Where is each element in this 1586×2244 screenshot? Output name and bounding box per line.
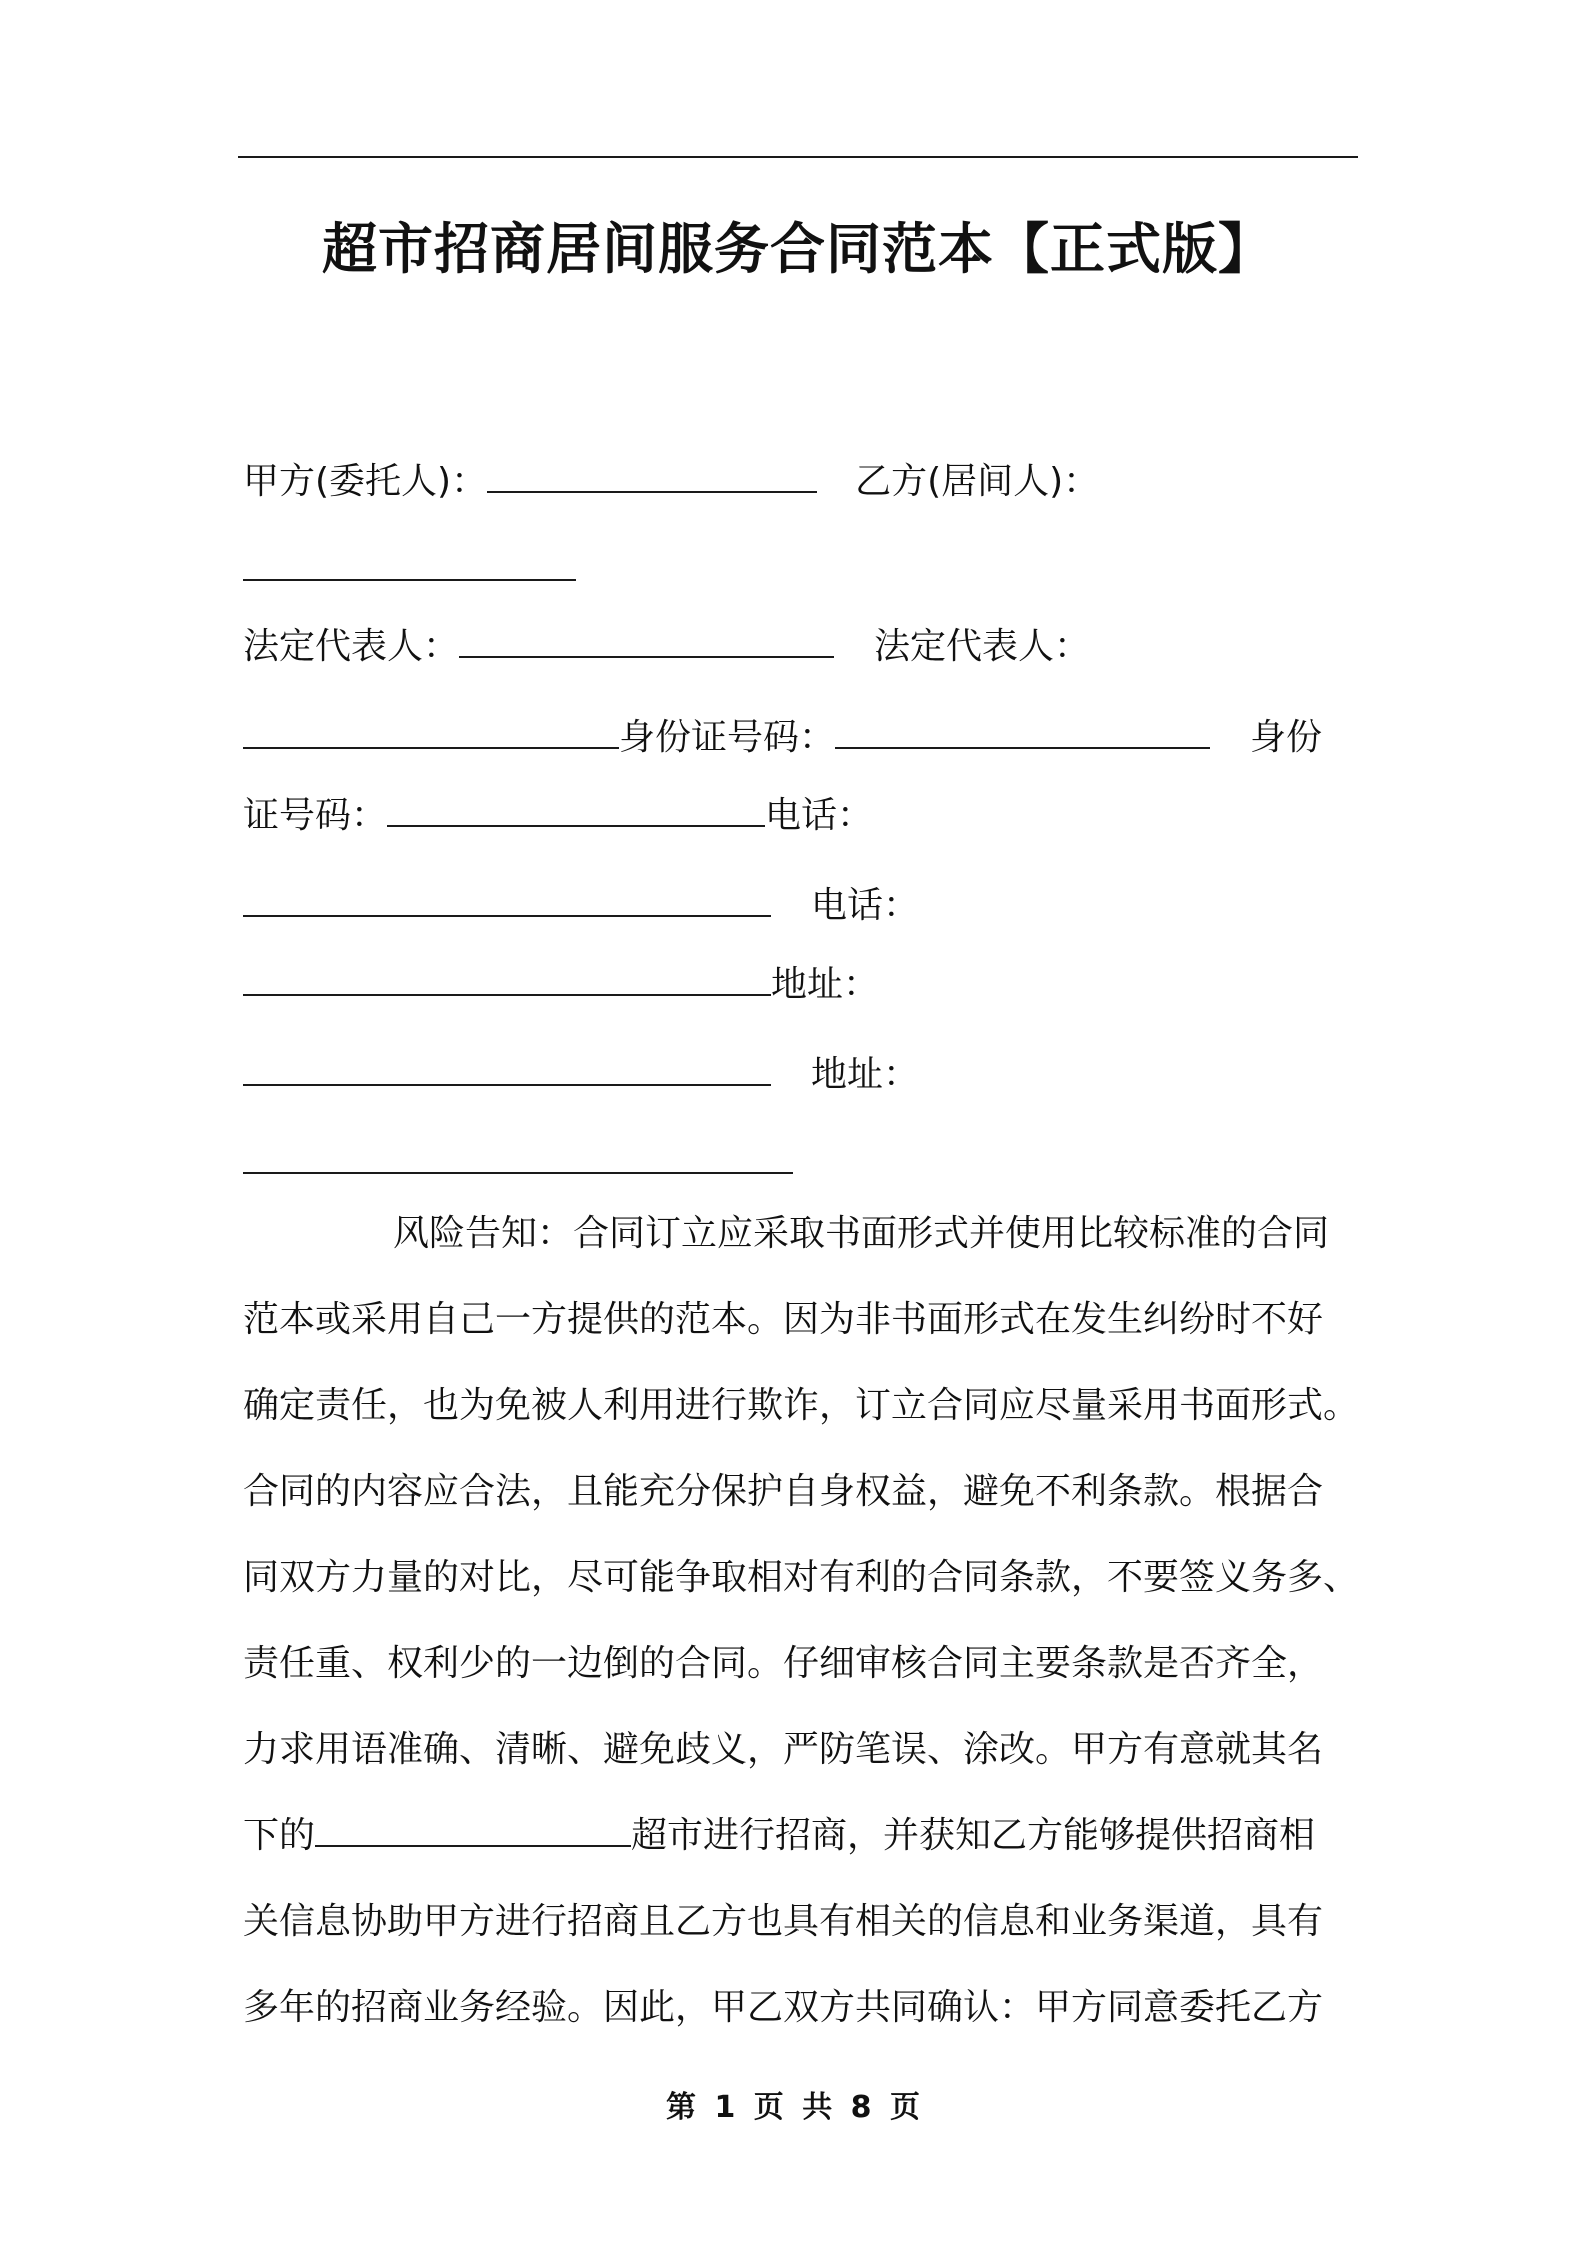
body-line: 关信息协助甲方进行招商且乙方也具有相关的信息和业务渠道，具有 bbox=[243, 1901, 1324, 1942]
id-b-row bbox=[243, 791, 1363, 838]
legal-rep-b-field[interactable] bbox=[243, 713, 619, 749]
phone-a-field[interactable] bbox=[243, 881, 771, 917]
phone-a-label: 电话： bbox=[765, 795, 874, 836]
id-b-label-part1: 身份 bbox=[1250, 717, 1323, 758]
page-footer: 第 1 页 共 8 页 bbox=[666, 2090, 920, 2125]
body-line: 风险告知：合同订立应采取书面形式并使用比较标准的合同 bbox=[393, 1213, 1330, 1254]
body-line: 合同的内容应合法，且能充分保护自身权益，避免不利条款。根据合 bbox=[243, 1471, 1324, 1512]
legal-rep-a-label: 法定代表人： bbox=[243, 626, 460, 667]
address-b-row bbox=[243, 1050, 1363, 1097]
legal-rep-b-label: 法定代表人： bbox=[874, 626, 1091, 667]
risk-notice-paragraph bbox=[243, 1191, 1358, 2051]
party-b-field-row bbox=[243, 545, 1363, 592]
address-b-label: 地址： bbox=[811, 1054, 920, 1095]
phone-b-field[interactable] bbox=[243, 960, 771, 996]
id-a-label: 身份证号码： bbox=[619, 717, 836, 758]
party-a-field[interactable] bbox=[487, 457, 817, 493]
address-b-field-row bbox=[243, 1138, 1363, 1185]
body-line: 范本或采用自己一方提供的范本。因为非书面形式在发生纠纷时不好 bbox=[243, 1299, 1324, 1340]
body-line-suffix: 超市进行招商，并获知乙方能够提供招商相 bbox=[631, 1815, 1316, 1856]
body-line: 多年的招商业务经验。因此，甲乙双方共同确认：甲方同意委托乙方 bbox=[243, 1987, 1324, 2028]
party-a-label: 甲方(委托人)： bbox=[243, 461, 488, 502]
body-line: 力求用语准确、清晰、避免歧义，严防笔误、涂改。甲方有意就其名 bbox=[243, 1729, 1324, 1770]
id-b-field[interactable] bbox=[387, 791, 765, 827]
phone-b-label: 电话： bbox=[811, 885, 920, 926]
address-a-label: 地址： bbox=[771, 964, 880, 1005]
id-a-field[interactable] bbox=[835, 713, 1210, 749]
body-line: 同双方力量的对比，尽可能争取相对有利的合同条款，不要签义务多、 bbox=[243, 1557, 1360, 1598]
party-b-label: 乙方(居间人)： bbox=[855, 461, 1100, 502]
body-line: 确定责任，也为免被人利用进行欺诈，订立合同应尽量采用书面形式。 bbox=[243, 1385, 1360, 1426]
phone-row bbox=[243, 881, 1363, 928]
address-a-field[interactable] bbox=[243, 1050, 771, 1086]
header-rule bbox=[238, 156, 1358, 158]
legal-rep-a-field[interactable] bbox=[459, 622, 834, 658]
body-line-with-blank bbox=[243, 1793, 1358, 1879]
id-b-label-part2: 证号码： bbox=[243, 795, 388, 836]
supermarket-name-field[interactable] bbox=[315, 1815, 631, 1847]
address-row bbox=[243, 960, 1363, 1007]
party-b-field[interactable] bbox=[243, 545, 576, 581]
address-b-field[interactable] bbox=[243, 1138, 793, 1174]
body-line: 责任重、权利少的一边倒的合同。仔细审核合同主要条款是否齐全， bbox=[243, 1643, 1324, 1684]
legal-rep-row bbox=[243, 622, 1363, 669]
document-title: 超市招商居间服务合同范本【正式版】 bbox=[321, 217, 1274, 281]
id-row bbox=[243, 713, 1363, 760]
party-row bbox=[243, 457, 1363, 504]
body-line-prefix: 下的 bbox=[243, 1815, 316, 1856]
